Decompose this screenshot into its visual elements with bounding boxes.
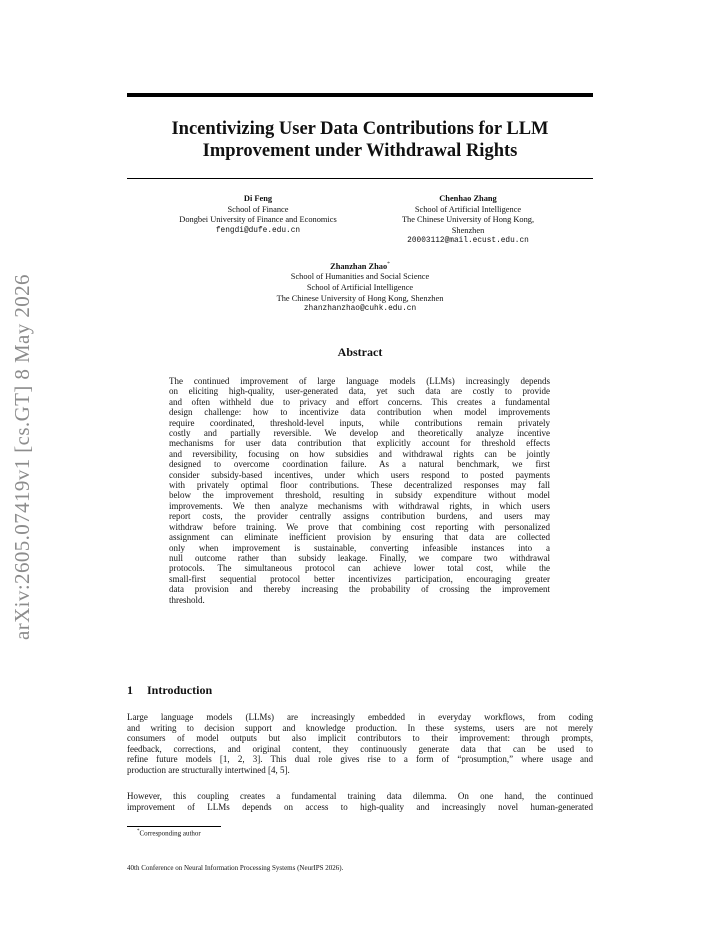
abstract-line: data provision and thereby increasing the probability of crossing the improvement [169, 584, 550, 595]
author-email: 20003112@mail.ecust.edu.cn [407, 237, 529, 246]
author-email: zhanzhanzhao@cuhk.edu.cn [303, 305, 417, 314]
body-line: Large language models (LLMs) are increasingly embedded in everyday workflows, from coding [127, 712, 593, 722]
author-name: Di Feng [243, 194, 273, 203]
body-line: refine future models [1, 2, 3]. This dual role gives rise to a form of “prosumption,” where usage and [127, 754, 593, 765]
author-affiliation: Dongbei University of Finance and Economics [179, 215, 337, 225]
body-line: However, this coupling creates a fundamental training data dilemma. On one hand, the continued [127, 791, 593, 801]
author-affiliation: The Chinese University of Hong Kong, [401, 215, 535, 225]
author-affiliation: School of Finance [227, 204, 289, 214]
footnote [137, 829, 201, 837]
title-top-rule [127, 93, 593, 97]
abstract-line: only when improvement is sustainable, converting infeasible instances into a [169, 542, 550, 553]
abstract-line: small-first sequential protocol better incentivizes participation, encouraging greater [169, 573, 550, 584]
footnote-text: Corresponding author [139, 829, 201, 838]
abstract-line: and often withheld due to privacy and effort concerns. This creates a fundamental [169, 396, 550, 407]
abstract-line: assignment can eliminate inefficient provision by ensuring that data are collected [169, 532, 550, 543]
corresponding-author-mark: * [387, 261, 390, 267]
abstract-line: The continued improvement of large language models (LLMs) increasingly depends [169, 376, 550, 386]
section-number: 1 [127, 683, 133, 697]
abstract-line: report costs, the provider centrally assigns contribution burdens, and users may [169, 511, 550, 522]
abstract-line: with privately optimal floor contributions. These decentralized responses may fall [169, 480, 550, 491]
abstract-line: mechanisms for user data contribution that explicitly account for threshold effects [169, 438, 550, 449]
body-line: feedback, corrections, and original content, they continuously generate data that can be used to [127, 743, 593, 754]
abstract-heading: Abstract [337, 345, 383, 359]
introduction-paragraph-2 [127, 791, 593, 812]
body-line: production are structurally intertwined [4, 5]. [127, 764, 290, 775]
author-block-1 [150, 194, 366, 236]
section-heading-introduction [127, 683, 212, 698]
author-name-line [230, 259, 490, 272]
footnote-mark: * [137, 829, 140, 834]
abstract-line: withdraw before training. We prove that combining cost reporting with personalized [169, 521, 550, 532]
abstract-line: improvements. We then analyze mechanisms with withdrawal rights, in which users [169, 500, 550, 511]
title-line-1: Incentivizing User Data Contributions for LLM [171, 119, 549, 139]
abstract-line: consider subsidy-based incentives, under which users respond to posted payments [169, 469, 550, 480]
paper-title [127, 118, 593, 162]
abstract-line: protocols. The simultaneous protocol can achieve lower total cost, while the [169, 563, 550, 574]
abstract-line: null outcome rather than subsidy leakage. Finally, we compare two withdrawal [169, 552, 550, 563]
abstract-line: require coordinated, threshold-level inputs, while contributions remain privately [169, 417, 550, 428]
body-line: and writing to decision support and knowledge production. In these systems, users are not merely [127, 722, 593, 733]
author-name: Chenhao Zhang [439, 194, 497, 203]
introduction-paragraph-1 [127, 712, 593, 776]
author-email: fengdi@dufe.edu.cn [215, 226, 301, 235]
author-block-3 [230, 259, 490, 315]
author-affiliation: Shenzhen [451, 225, 485, 235]
author-block-2 [380, 194, 556, 247]
abstract-body [169, 376, 550, 605]
abstract-line: below the improvement threshold, resulting in subsidy expenditure without model [169, 490, 550, 501]
abstract-line: and reversibility, focusing on how subsidies and withdrawal rights can be jointly [169, 448, 550, 459]
abstract-line: costly and partially reversible. We develop and theoretically analyze incentive [169, 428, 550, 439]
venue-line: 40th Conference on Neural Information Processing Systems (NeurIPS 2026). [127, 864, 344, 872]
author-affiliation: School of Artificial Intelligence [414, 204, 522, 214]
footnote-rule [127, 826, 221, 827]
author-affiliation: School of Humanities and Social Science [290, 272, 430, 282]
author-affiliation: The Chinese University of Hong Kong, Shenzhen [276, 293, 444, 303]
title-line-2: Improvement under Withdrawal Rights [202, 141, 518, 161]
section-title: Introduction [147, 683, 213, 697]
abstract-line: threshold. [169, 594, 205, 605]
abstract-line: designed to overcome coordination failure. As a natural benchmark, we first [169, 459, 550, 470]
body-line: consumers of model outputs but also implicit contributors to their improvement: through prompts, [127, 733, 593, 744]
abstract-line: design challenge: how to incentivize data contribution when model improvements [169, 407, 550, 418]
title-bottom-rule [127, 178, 593, 179]
body-line: improvement of LLMs depends on access to high-quality and increasingly novel human-generated [127, 801, 593, 812]
abstract-line: on eliciting high-quality, user-generated data, yet such data are costly to provide [169, 386, 550, 397]
arxiv-identifier-stamp: arXiv:2605.07419v1 [cs.GT] 8 May 2026 [10, 274, 34, 640]
author-affiliation: School of Artificial Intelligence [306, 282, 414, 292]
author-name: Zhanzhan Zhao [330, 261, 388, 271]
